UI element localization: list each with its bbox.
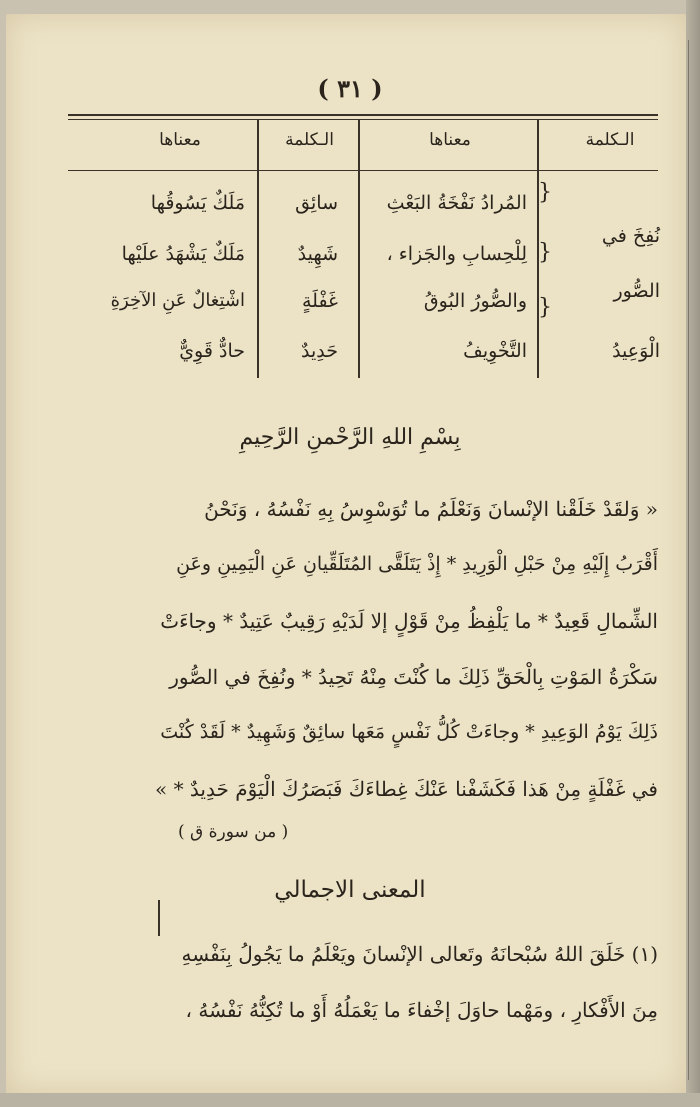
explanation-line: مِنَ الأَفْكارِ ، ومَهْما حاوَلَ إخْفاءَ ما يَعْمَلُهُ أَوْ ما تُكِنُّهُ نَفْسُهُ ، — [185, 998, 658, 1022]
basmala: بِسْمِ اللهِ الرَّحْمنِ الرَّحِيمِ — [239, 425, 461, 450]
margin-mark — [158, 900, 160, 936]
table-cell-word: غَفْلَةٍ — [301, 290, 338, 312]
table-header-rule — [68, 170, 658, 171]
table-cell-word: حَدِيدٌ — [301, 340, 338, 362]
table-divider — [257, 120, 259, 378]
table-cell-word: شَهِيدٌ — [297, 243, 338, 265]
table-cell-meaning: لِلْحِسابِ والجَزاء ، — [386, 243, 527, 265]
table-cell-meaning: المُرادُ نَفْخَةُ البَعْثِ — [386, 192, 527, 214]
verse-line: الشِّمالِ قَعِيدٌ * ما يَلْفِظُ مِنْ قَوْلٍ إلا لَدَيْهِ رَقِيبٌ عَتِيدٌ * وجاءَتْ — [160, 609, 658, 633]
header-word-left: الـكلمة — [285, 130, 334, 150]
binding-line — [688, 40, 689, 1080]
header-meaning-right: معناها — [429, 130, 471, 150]
table-top-rule-2 — [68, 119, 658, 120]
page-number: ( ٣١ ) — [317, 74, 383, 103]
surah-source: ( من سورة ق ) — [178, 822, 289, 842]
brace: } — [538, 295, 552, 320]
header-meaning-left: معناها — [159, 130, 201, 150]
verse-line: أَقْرَبُ إِلَيْهِ مِنْ حَبْلِ الْوَرِيدِ * إِذْ يَتَلَقَّى المُتَلَقِّيانِ عَنِ الْيَمِينِ وعَنِ — [176, 553, 658, 575]
table-cell-word: نُفِخَ في — [601, 225, 660, 247]
table-cell-meaning: اشْتِغالٌ عَنِ الآخِرَةِ — [110, 290, 245, 311]
table-cell-meaning: حادٌّ قَوِيٌّ — [179, 340, 245, 362]
explanation-line: (١) خَلَقَ اللهُ سُبْحانَهُ وتَعالى الإنْسانَ ويَعْلَمُ ما يَجُولُ بِنَفْسِهِ — [181, 942, 658, 966]
table-cell-meaning: مَلَكٌ يَسُوقُها — [150, 192, 245, 214]
brace: } — [538, 240, 552, 265]
table-top-rule — [68, 114, 658, 116]
table-divider — [358, 120, 360, 378]
table-cell-word: الْوَعِيدُ — [612, 340, 660, 362]
section-heading: المعنى الاجمالي — [274, 877, 426, 903]
table-cell-word: الصُّور — [613, 280, 660, 302]
table-cell-word: سائِق — [295, 192, 338, 214]
page-bottom-edge — [0, 1093, 700, 1107]
verse-line: « وَلقَدْ خَلَقْنا الإنْسانَ وَنَعْلَمُ ما تُوَسْوِسُ بِهِ نَفْسُهُ ، وَنَحْنُ — [204, 497, 658, 521]
verse-line: في غَفْلَةٍ مِنْ هَذا فَكَشَفْنا عَنْكَ غِطاءَكَ فَبَصَرُكَ الْيَوْمَ حَدِيدٌ * » — [154, 777, 658, 801]
header-word-right: الـكلمة — [585, 130, 635, 150]
verse-line: سَكْرَةُ المَوْتِ بِالْحَقِّ ذَلِكَ ما كُنْتَ مِنْهُ تَحِيدُ * ونُفِخَ في الصُّور — [169, 665, 658, 689]
table-cell-meaning: التَّخْوِيفُ — [463, 340, 527, 362]
brace: } — [538, 180, 552, 205]
table-cell-meaning: والصُّورُ البُوقُ — [423, 290, 527, 312]
table-cell-meaning: مَلَكٌ يَشْهَدُ علَيْها — [121, 243, 245, 265]
verse-line: ذَلِكَ يَوْمُ الوَعِيدِ * وجاءَتْ كُلُّ نَفْسٍ مَعَها سائِقٌ وَشَهِيدٌ * لَقَدْ كُنْتَ — [160, 721, 658, 743]
